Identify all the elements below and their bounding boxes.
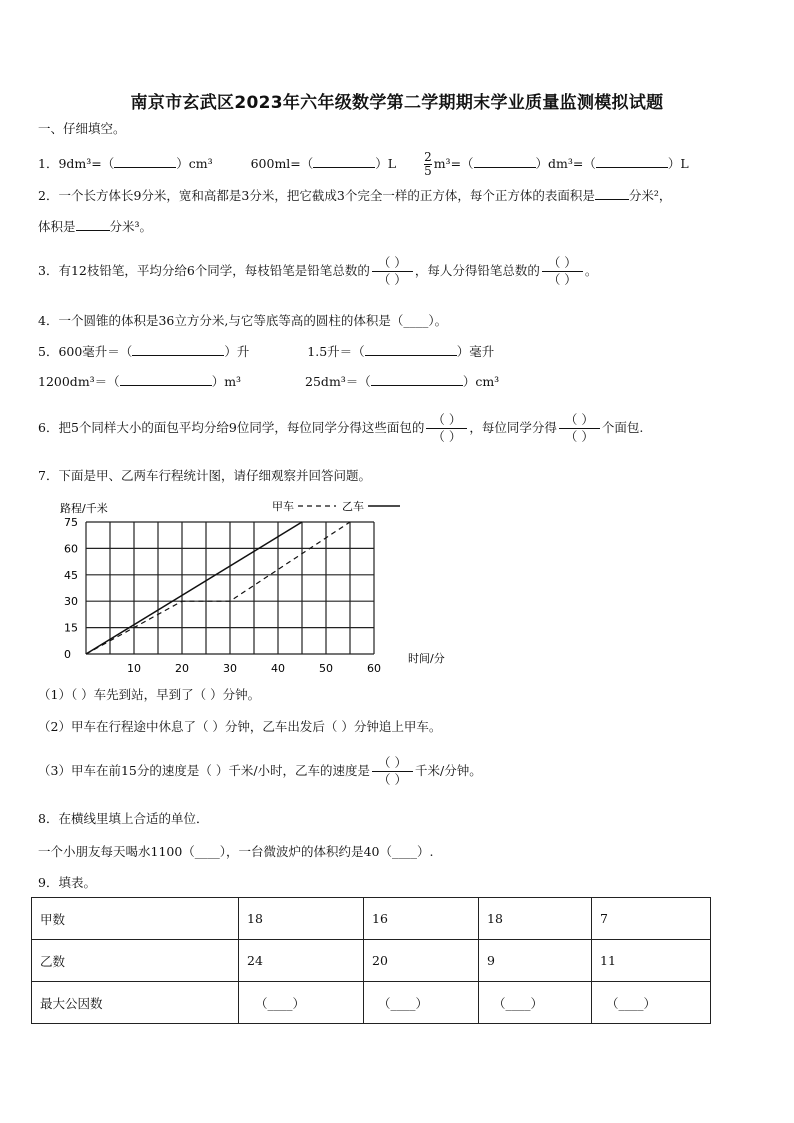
answer-blank[interactable] bbox=[132, 355, 224, 356]
table-row bbox=[32, 940, 711, 982]
question-6 bbox=[38, 412, 643, 445]
q1-part-b-unit: ）L bbox=[375, 156, 397, 171]
answer-blank[interactable] bbox=[76, 230, 110, 231]
table-cell: 16 bbox=[364, 898, 479, 940]
y-tick-label: 0 bbox=[64, 648, 71, 661]
table-row bbox=[32, 898, 711, 940]
question-1 bbox=[38, 151, 689, 178]
question-9: 9．填表。 bbox=[38, 875, 96, 890]
chart-grid bbox=[86, 522, 374, 654]
question-2-line-2 bbox=[38, 219, 152, 235]
answer-blank[interactable] bbox=[596, 167, 668, 168]
q1-part-c-unit: ）dm³=（ bbox=[535, 156, 596, 171]
answer-blank[interactable] bbox=[474, 167, 536, 168]
q2-unit-2: 分米³。 bbox=[109, 219, 153, 234]
page-title: 南京市玄武区2023年六年级数学第二学期期末学业质量监测模拟试题 bbox=[130, 93, 664, 113]
q5-part-b: 1.5升＝（ bbox=[307, 344, 365, 359]
table-cell: 18 bbox=[479, 898, 592, 940]
fraction-answer-box[interactable]: $\frac{( )}{( )}$ bbox=[372, 255, 413, 288]
q5-part-d-unit: ）cm³ bbox=[462, 374, 500, 389]
question-7-sub-3 bbox=[38, 755, 482, 788]
question-7: 7．下面是甲、乙两车行程统计图，请仔细观察并回答问题。 bbox=[38, 468, 371, 483]
answer-cell[interactable]: （____） bbox=[239, 982, 364, 1024]
table-row bbox=[32, 982, 711, 1024]
answer-cell[interactable]: （____） bbox=[479, 982, 592, 1024]
answer-cell[interactable]: （____） bbox=[592, 982, 711, 1024]
x-tick-label: 20 bbox=[175, 662, 189, 675]
question-3 bbox=[38, 255, 597, 288]
x-tick-label: 40 bbox=[271, 662, 285, 675]
fraction-answer-box[interactable]: $\frac{( )}{( )}$ bbox=[372, 755, 413, 788]
fraction-two-fifths: $\frac{2}{5}$ bbox=[424, 150, 432, 178]
x-tick-label: 50 bbox=[319, 662, 333, 675]
row-label: 最大公因数 bbox=[32, 982, 239, 1024]
y-tick-label: 60 bbox=[64, 542, 78, 556]
question-7-sub-2: （2）甲车在行程途中休息了（ ）分钟，乙车出发后（ ）分钟追上甲车。 bbox=[38, 719, 442, 734]
fraction-answer-box[interactable]: $\frac{( )}{( )}$ bbox=[542, 255, 583, 288]
answer-blank[interactable] bbox=[313, 167, 375, 168]
y-tick-label: 75 bbox=[64, 516, 78, 529]
y-axis-label: 路程/千米 bbox=[60, 502, 108, 515]
x-tick-label: 60 bbox=[367, 662, 381, 675]
row-label: 甲数 bbox=[32, 898, 239, 940]
question-2-line-1 bbox=[38, 188, 671, 204]
table-cell: 18 bbox=[239, 898, 364, 940]
question-5-line-2 bbox=[38, 374, 499, 390]
answer-blank[interactable] bbox=[120, 385, 212, 386]
chart-series bbox=[86, 522, 350, 654]
table-cell: 20 bbox=[364, 940, 479, 982]
section-heading: 一、仔细填空。 bbox=[38, 121, 126, 136]
q7-sub3-unit: 千米/分钟。 bbox=[415, 763, 482, 778]
series-yi-line bbox=[86, 522, 302, 654]
q2-unit: 分米²， bbox=[628, 188, 672, 203]
q1-part-c: m³=（ bbox=[433, 156, 474, 171]
q5-part-b-unit: ）毫升 bbox=[456, 344, 495, 359]
q5-part-c-unit: ）m³ bbox=[211, 374, 242, 389]
fraction-answer-box[interactable]: $\frac{( )}{( )}$ bbox=[559, 412, 600, 445]
x-tick-label: 30 bbox=[223, 662, 237, 675]
answer-blank[interactable] bbox=[595, 199, 629, 200]
question-7-sub-1: （1）（ ）车先到站，早到了（ ）分钟。 bbox=[38, 687, 261, 702]
question-8-line: 一个小朋友每天喝水1100（____），一台微波炉的体积约是40（____）. bbox=[38, 844, 434, 859]
table-cell: 24 bbox=[239, 940, 364, 982]
legend-yi-label: 乙车 bbox=[342, 500, 364, 513]
x-tick-labels bbox=[127, 662, 381, 675]
fraction-answer-box[interactable]: $\frac{( )}{( )}$ bbox=[426, 412, 467, 445]
x-axis-label: 时间/分 bbox=[408, 652, 445, 665]
question-5-line-1 bbox=[38, 344, 494, 360]
question-8: 8．在横线里填上合适的单位． bbox=[38, 811, 209, 826]
answer-blank[interactable] bbox=[371, 385, 463, 386]
q1-part-a-unit: ）cm³ bbox=[176, 156, 213, 171]
q2-text: 2．一个长方体长9分米，宽和高都是3分米，把它截成3个完全一样的正方体，每个正方体的表面积是 bbox=[38, 188, 595, 203]
q6-text-1: 6．把5个同样大小的面包平均分给9位同学，每位同学分得这些面包的 bbox=[38, 420, 425, 435]
q5-part-a-unit: ）升 bbox=[224, 344, 250, 359]
gcd-table bbox=[31, 897, 711, 1024]
q5-part-d: 25dm³＝（ bbox=[305, 374, 371, 389]
q5-part-c: 1200dm³＝（ bbox=[38, 374, 120, 389]
q7-sub3-text: （3）甲车在前15分的速度是（ ）千米/小时，乙车的速度是 bbox=[38, 763, 371, 778]
question-4: 4．一个圆锥的体积是36立方分米,与它等底等高的圆柱的体积是（____）。 bbox=[38, 313, 448, 328]
y-tick-label: 45 bbox=[64, 568, 78, 582]
y-tick-labels bbox=[64, 516, 78, 661]
q1-part-c-unit2: ）L bbox=[667, 156, 689, 171]
travel-line-chart bbox=[36, 496, 466, 682]
table-cell: 7 bbox=[592, 898, 711, 940]
x-tick-label: 10 bbox=[127, 662, 141, 675]
table-cell: 9 bbox=[479, 940, 592, 982]
answer-cell[interactable]: （____） bbox=[364, 982, 479, 1024]
answer-blank[interactable] bbox=[114, 167, 176, 168]
table-cell: 11 bbox=[592, 940, 711, 982]
q1-part-a: 1．9dm³=（ bbox=[38, 156, 115, 171]
q6-text-3: 个面包. bbox=[601, 420, 644, 435]
legend-jia-label: 甲车 bbox=[272, 500, 294, 513]
q5-part-a: 5．600毫升＝（ bbox=[38, 344, 133, 359]
y-tick-label: 15 bbox=[64, 621, 78, 635]
row-label: 乙数 bbox=[32, 940, 239, 982]
chart-legend bbox=[272, 500, 400, 513]
q3-text-2: ，每人分得铅笔总数的 bbox=[414, 263, 540, 278]
q3-text-1: 3．有12枝铅笔，平均分给6个同学，每枝铅笔是铅笔总数的 bbox=[38, 263, 370, 278]
y-tick-label: 30 bbox=[64, 595, 78, 609]
answer-blank[interactable] bbox=[365, 355, 457, 356]
q6-text-2: ，每位同学分得 bbox=[469, 420, 557, 435]
q2-text-2: 体积是 bbox=[38, 219, 76, 234]
q3-text-3: 。 bbox=[584, 263, 598, 278]
q1-part-b: 600ml=（ bbox=[250, 156, 314, 171]
series-jia-line bbox=[86, 522, 350, 654]
